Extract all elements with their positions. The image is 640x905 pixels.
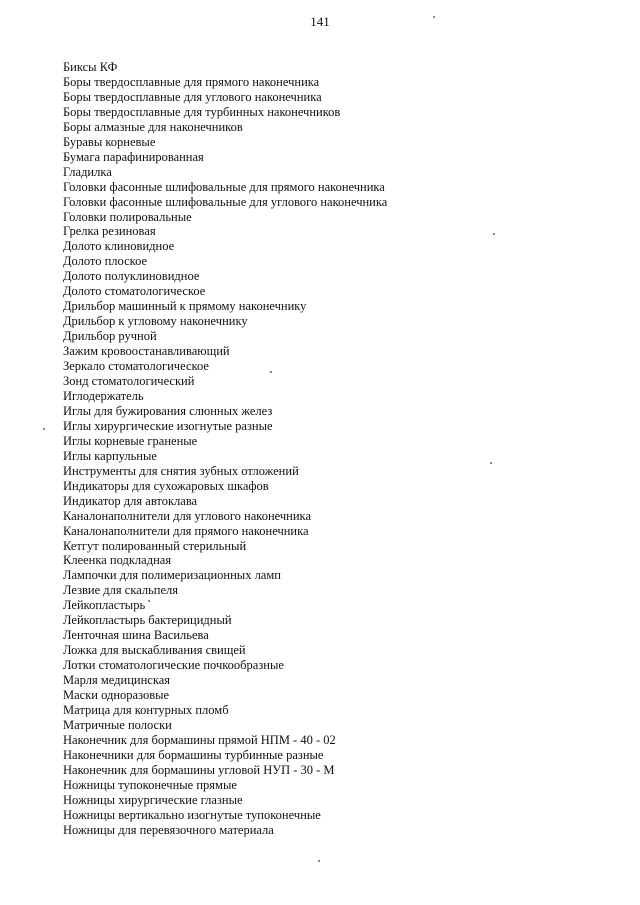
list-item: Боры твердосплавные для прямого наконечника	[63, 74, 320, 89]
list-item: Лотки стоматологические почкообразные	[63, 658, 284, 673]
list-item: Боры алмазные для наконечников	[63, 119, 243, 134]
list-item: Дрильбор машинный к прямому наконечнику	[63, 299, 307, 314]
list-item: Каналонаполнители для прямого наконечника	[63, 523, 309, 538]
list-item: Дрильбор ручной	[63, 329, 157, 344]
scan-speck	[270, 371, 272, 373]
list-item: Ножницы вертикально изогнутые тупоконечные	[63, 807, 321, 822]
item-list	[63, 60, 387, 838]
list-item: Долото клиновидное	[63, 239, 175, 254]
list-item: Иглы корневые граненые	[63, 433, 198, 448]
scan-speck	[318, 860, 320, 862]
list-item: Грелка резиновая	[63, 224, 156, 239]
list-item: Гладилка	[63, 164, 112, 179]
list-item: Иглодержатель	[63, 388, 144, 403]
scan-speck	[493, 233, 495, 235]
list-item: Кетгут полированный стерильный	[63, 538, 247, 553]
list-item: Головки полировальные	[63, 209, 192, 224]
list-item: Долото стоматологическое	[63, 284, 206, 299]
list-item: Ложка для выскабливания свищей	[63, 643, 246, 658]
list-item: Индикаторы для сухожаровых шкафов	[63, 478, 269, 493]
list-item: Инструменты для снятия зубных отложений	[63, 463, 299, 478]
list-item: Ножницы хирургические глазные	[63, 792, 243, 807]
list-item: Лезвие для скальпеля	[63, 583, 179, 598]
scan-speck	[43, 428, 45, 430]
list-item: Иглы для бужирования слюнных желез	[63, 403, 273, 418]
list-item: Лейкопластырь бактерицидный	[63, 613, 232, 628]
list-item: Иглы карпульные	[63, 448, 157, 463]
list-item: Боры твердосплавные для турбинных наконечников	[63, 104, 341, 119]
list-item: Биксы КФ	[63, 60, 118, 74]
list-item: Наконечник для бормашины прямой НПМ - 40 - 02	[63, 732, 336, 747]
scan-speck	[490, 462, 492, 464]
list-item: Ножницы тупоконечные прямые	[63, 777, 237, 792]
list-item: Буравы корневые	[63, 134, 156, 149]
list-item: Наконечники для бормашины турбинные разные	[63, 747, 324, 762]
list-item: Клеенка подкладная	[63, 553, 172, 568]
list-item: Зонд стоматологический	[63, 374, 195, 389]
list-item: Ленточная шина Васильева	[63, 628, 209, 643]
list-item: Индикатор для автоклава	[63, 493, 198, 508]
list-item: Долото полуклиновидное	[63, 269, 200, 284]
list-item: Бумага парафинированная	[63, 149, 204, 164]
list-item: Долото плоское	[63, 254, 148, 269]
list-item: Иглы хирургические изогнутые разные	[63, 418, 273, 433]
list-item: Матрица для контурных пломб	[63, 702, 229, 717]
list-item: Ножницы для перевязочного материала	[63, 822, 274, 837]
list-item: Головки фасонные шлифовальные для углового наконечника	[63, 194, 388, 209]
scan-speck	[433, 16, 435, 18]
list-item: Матричные полоски	[63, 717, 172, 732]
list-item: Наконечник для бормашины угловой НУП - 30 - М	[63, 762, 335, 777]
list-item: Маски одноразовые	[63, 688, 170, 703]
list-item: Зажим кровоостанавливающий	[63, 344, 230, 359]
list-item: Зеркало стоматологическое	[63, 359, 209, 374]
list-item: Боры твердосплавные для углового наконечника	[63, 89, 322, 104]
page-number: 141	[310, 14, 330, 29]
list-item: Марля медицинская	[63, 673, 171, 688]
scan-speck	[148, 600, 150, 602]
list-item: Дрильбор к угловому наконечнику	[63, 314, 248, 329]
list-item: Лейкопластырь	[63, 598, 146, 613]
list-item: Головки фасонные шлифовальные для прямого наконечника	[63, 179, 385, 194]
list-item: Лампочки для полимеризационных ламп	[63, 568, 281, 583]
list-item: Каналонаполнители для углового наконечника	[63, 508, 311, 523]
